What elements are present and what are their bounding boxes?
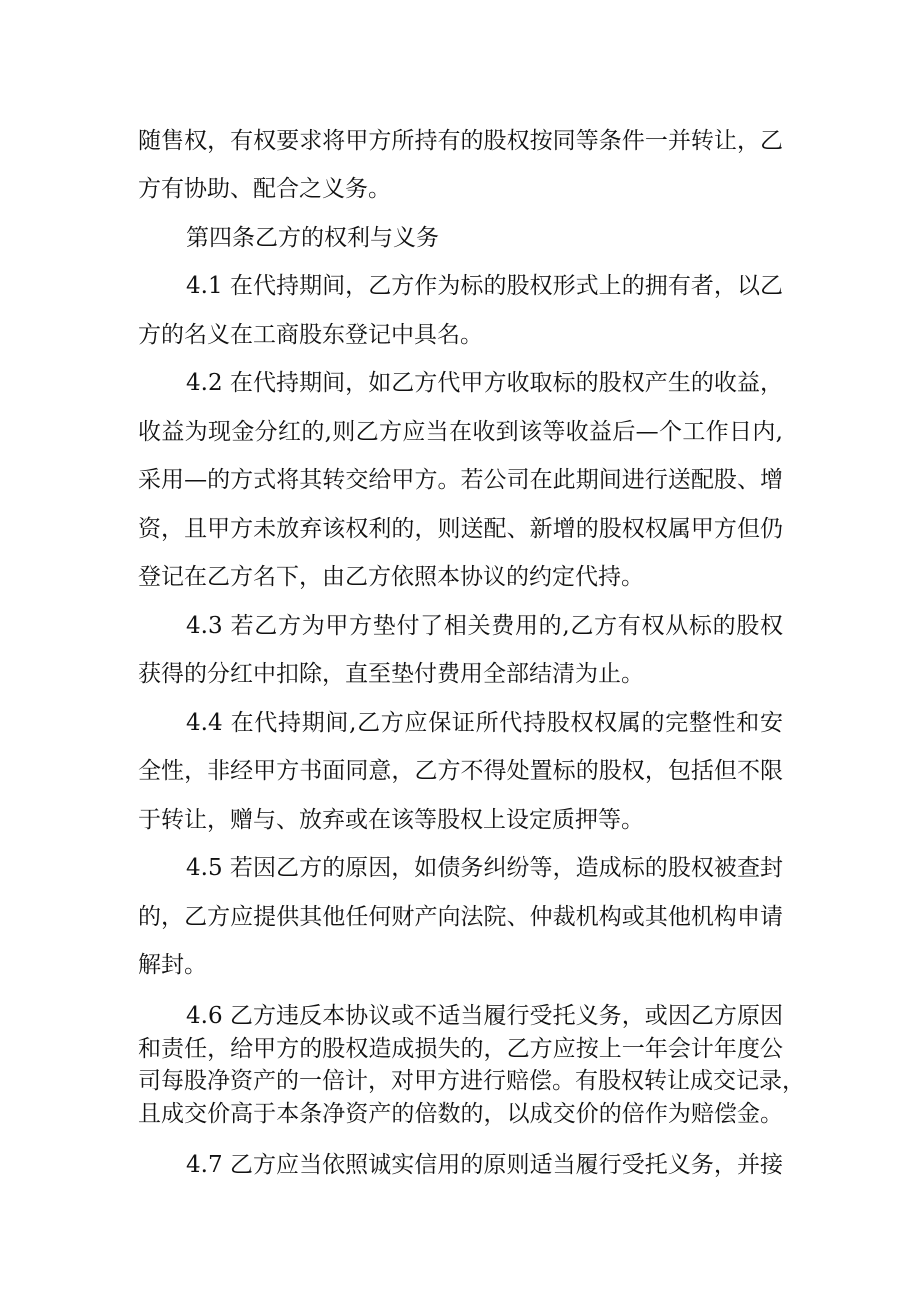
clause-4-4-line: 全性，非经甲方书面同意，乙方不得处置标的股权，包括但不限 bbox=[138, 758, 783, 784]
clause-4-6-line: 且成交价高于本条净资产的倍数的，以成交价的倍作为赔偿金。 bbox=[138, 1101, 783, 1127]
clause-4-2-line: 资，且甲方未放弃该权利的，则送配、新增的股权权属甲方但仍 bbox=[138, 516, 783, 542]
clause-4-5-line: 4.5 若因乙方的原因，如债务纠纷等，造成标的股权被查封 bbox=[186, 855, 783, 881]
clause-4-7-line: 4.7 乙方应当依照诚实信用的原则适当履行受托义务，并接 bbox=[186, 1152, 783, 1178]
clause-4-3-line: 获得的分红中扣除，直至垫付费用全部结清为止。 bbox=[138, 661, 644, 687]
clause-4-1-line: 方的名义在工商股东登记中具名。 bbox=[138, 322, 483, 348]
clause-4-5-line: 的，乙方应提供其他任何财产向法院、仲裁机构或其他机构申请 bbox=[138, 904, 783, 930]
clause-4-5-line: 解封。 bbox=[138, 952, 207, 978]
section-heading: 第四条乙方的权利与义务 bbox=[186, 225, 439, 251]
clause-4-2-line: 采用—的方式将其转交给甲方。若公司在此期间进行送配股、增 bbox=[138, 467, 783, 493]
clause-4-4-line: 4.4 在代持期间,乙方应保证所代持股权权属的完整性和安 bbox=[186, 710, 783, 736]
clause-4-2-line: 登记在乙方名下，由乙方依照本协议的约定代持。 bbox=[138, 564, 644, 590]
clause-4-6-line: 和责任，给甲方的股权造成损失的，乙方应按上一年会计年度公 bbox=[138, 1036, 783, 1062]
clause-4-3-line: 4.3 若乙方为甲方垫付了相关费用的,乙方有权从标的股权 bbox=[186, 613, 783, 639]
clause-4-6-line: 4.6 乙方违反本协议或不适当履行受托义务，或因乙方原因 bbox=[186, 1003, 783, 1029]
clause-4-1-line: 4.1 在代持期间，乙方作为标的股权形式上的拥有者，以乙 bbox=[186, 273, 783, 299]
clause-4-4-line: 于转让，赠与、放弃或在该等股权上设定质押等。 bbox=[138, 807, 644, 833]
clause-4-6-line: 司每股净资产的一倍计，对甲方进行赔偿。有股权转让成交记录， bbox=[138, 1068, 805, 1094]
text-line: 方有协助、配合之义务。 bbox=[138, 176, 391, 202]
clause-4-2-line: 4.2 在代持期间，如乙方代甲方收取标的股权产生的收益， bbox=[186, 370, 783, 396]
clause-4-2-line: 收益为现金分红的,则乙方应当在收到该等收益后—个工作日内, bbox=[138, 419, 783, 445]
text-line: 随售权，有权要求将甲方所持有的股权按同等条件一并转让，乙 bbox=[138, 128, 783, 154]
